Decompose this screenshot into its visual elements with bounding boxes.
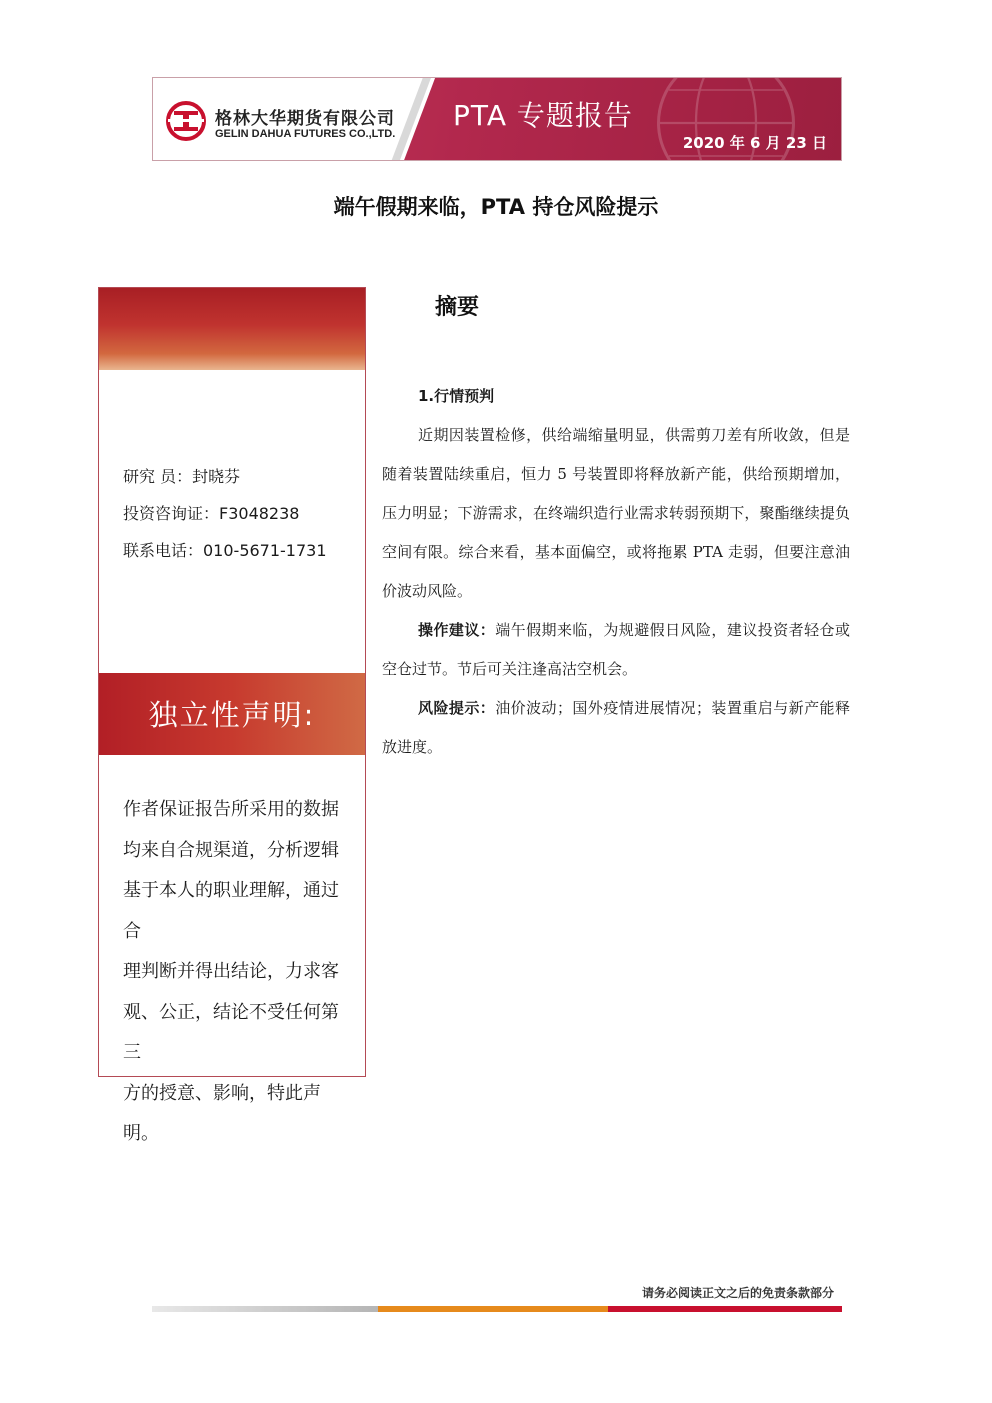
independence-statement [123,790,347,1155]
sidebar-top-band [99,288,365,370]
risk-paragraph [382,689,850,767]
statement-line: 观、公正，结论不受任何第三 [123,1001,339,1063]
researcher-name: 研究 员：封晓芬 [123,467,241,486]
section-title [382,377,850,416]
statement-banner [99,673,365,755]
company-name-en: GELIN DAHUA FUTURES CO.,LTD. [215,128,396,140]
statement-line: 作者保证报告所采用的数据 [123,799,339,820]
abstract-content [382,377,850,767]
company-logo-icon [165,100,207,142]
market-forecast-paragraph: 近期因装置检修，供给端缩量明显，供需剪刀差有所收敛，但是随着装置陆续重启，恒力 5 号装置即将释放新产能，供给预期增加，压力明显；下游需求，在终端织造行业需求转弱预期下，聚酯继续提负空间有限。综合来看，基本面偏空，或将拖累 PTA 走弱，但要注意油价波动风险。 [382,426,850,600]
disclaimer-note: 请务必阅读正文之后的免责条款部分 [641,1286,834,1300]
footer-bar-gray [152,1306,378,1312]
statement-line: 均来自合规渠道，分析逻辑 [123,839,339,861]
footer-color-bar [152,1306,842,1312]
advice-paragraph [382,611,850,689]
statement-line: 基于本人的职业理解，通过合 [123,880,339,942]
advice-label: 操作建议： [418,621,496,639]
report-header [152,77,842,161]
document-title: 端午假期来临，PTA 持仓风险提示 [333,195,659,219]
license-number: 投资咨询证：F3048238 [123,504,300,523]
risk-label: 风险提示： [418,699,496,717]
statement-line: 方的授意、影响，特此声明。 [123,1082,321,1144]
report-date: 2020 年 6 月 23 日 [682,134,827,152]
analyst-info [123,458,327,569]
statement-line: 理判断并得出结论，力求客 [123,961,339,982]
abstract-heading: 摘要 [435,295,480,320]
analyst-sidebar [98,287,366,1144]
statement-title: 独立性声明: [148,698,316,732]
risk-text: 油价波动；国外疫情进展情况；装置重启与新产能释放进度。 [382,699,850,756]
advice-text: 端午假期来临，为规避假日风险，建议投资者轻仓或空仓过节。节后可关注逢高沽空机会。 [382,621,850,678]
section-title-text: 1.行情预判 [418,387,495,405]
report-type-title: PTA 专题报告 [453,99,633,132]
contact-phone: 联系电话：010-5671-1731 [123,541,327,560]
company-name-cn: 格林大华期货有限公司 [215,109,395,129]
footer-bar-red [608,1306,842,1312]
footer-bar-orange [378,1306,608,1312]
